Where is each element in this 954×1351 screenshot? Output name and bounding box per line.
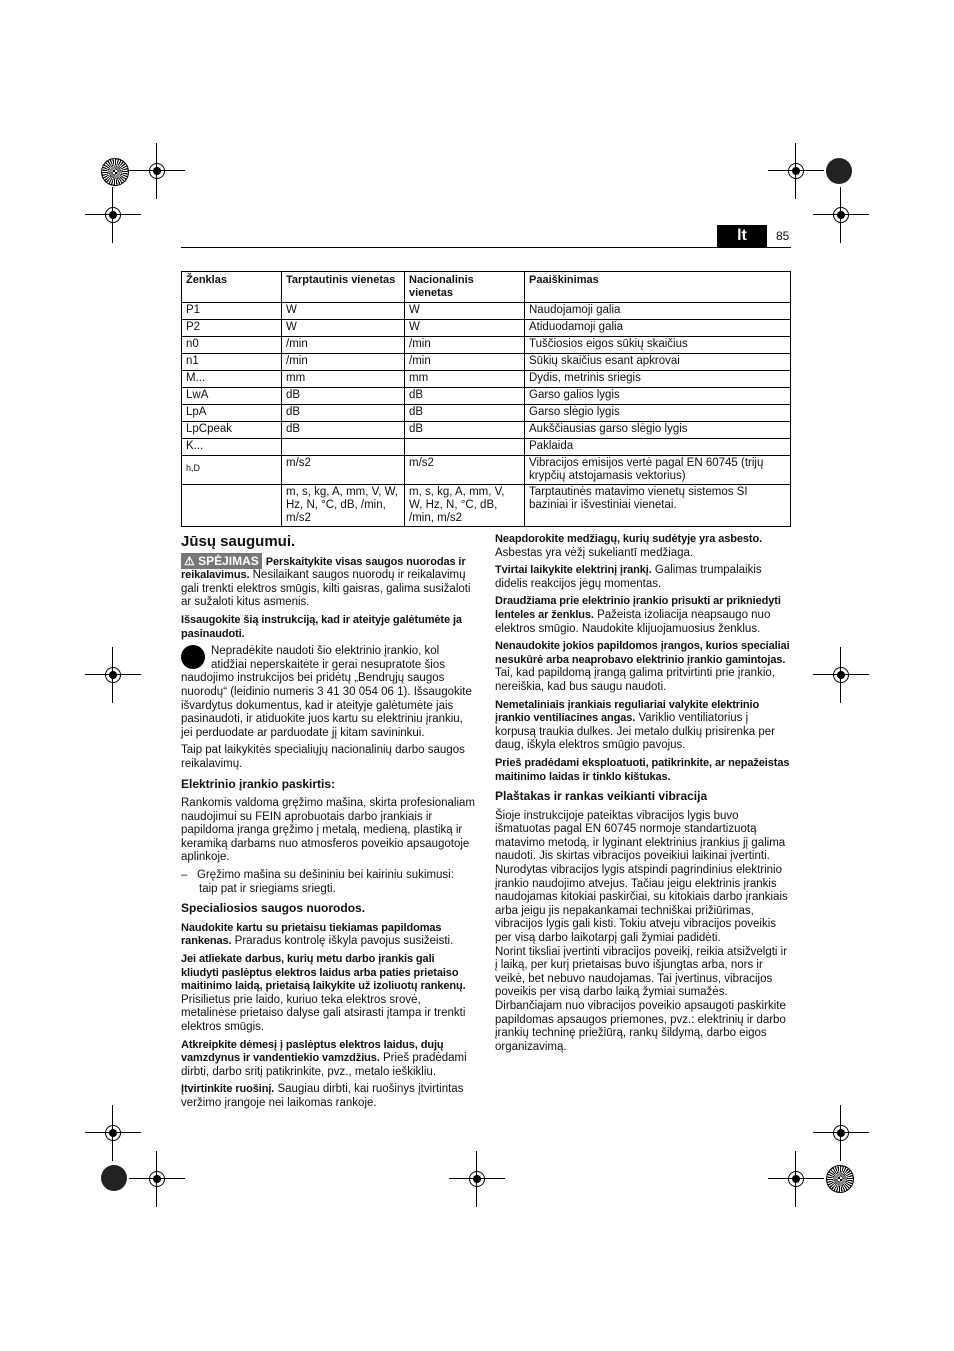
table-cell: Sūkių skaičius esant apkrovai (525, 354, 791, 371)
crop-mark-icon (101, 1121, 125, 1145)
table-cell: Naudojamoji galia (525, 303, 791, 320)
table-row (182, 303, 791, 320)
table-cell: M... (182, 371, 282, 388)
table-cell: dB (282, 422, 405, 439)
print-registration-starburst (826, 1165, 854, 1193)
table-cell: Aukščiausias garso slėgio lygis (525, 422, 791, 439)
table-cell: P1 (182, 303, 282, 320)
rule-bold: Naudokite kartu su prietaisu tiekiamas papildomas rankenas. (181, 921, 442, 948)
language-badge: lt (717, 225, 767, 247)
table-row (182, 388, 791, 405)
table-header: Tarptautinis vienetas (282, 272, 405, 303)
table-cell: /min (405, 354, 525, 371)
crop-mark-icon (465, 1167, 489, 1191)
crop-mark-icon (829, 1121, 853, 1145)
table-cell: Tarptautinės matavimo vienetų sistemos SI baziniai ir išvestiniai vienetai. (525, 485, 791, 527)
rule-text: Variklio ventiliatorius į korpusą traukia dulkes. Jei metalo dulkių prisirenka per daug, iškyla elektros smūgio pavojus. (495, 712, 775, 752)
crop-mark-icon (101, 663, 125, 687)
table-cell: m/s2 (282, 456, 405, 485)
keep-instructions: Išsaugokite šią instrukciją, kad ir ateityje galėtumėte ja pasinaudoti. (181, 613, 462, 640)
table-cell (405, 439, 525, 456)
table-cell (182, 485, 282, 527)
table-cell: dB (405, 422, 525, 439)
rule-text: Praradus kontrolę iškyla pavojus susižeisti. (234, 935, 454, 948)
rule-text: Asbestas yra vėžį sukeliantī medžiaga. (495, 546, 694, 559)
print-color-disc (826, 158, 852, 184)
header-rule (181, 247, 791, 248)
table-header: Ženklas (182, 272, 282, 303)
units-table (181, 271, 791, 527)
table-row (182, 485, 791, 527)
read-manual-icon (181, 645, 205, 669)
table-cell: W (405, 320, 525, 337)
table-cell: /min (282, 354, 405, 371)
table-cell: Dydis, metrinis sriegis (525, 371, 791, 388)
rule-text: Tai, kad papildomą įrangą galima pritvirtinti prie įrankio, nereiškia, kad bus saugu naudoti. (495, 667, 775, 693)
table-row (182, 320, 791, 337)
table-cell: mm (405, 371, 525, 388)
rule-text: Prieš pradėdami dirbti, darbo sritį patikrinkite, pvz., metalo ieškikliu. (181, 1052, 467, 1078)
bullet-dash: – (181, 869, 197, 882)
rule-text: Saugiau dirbti, kai ruošinys įtvirtintas veržimo įrangoje nei laikomas rankoje. (181, 1083, 464, 1109)
national-rules: Taip pat laikykitės specialiųjų nacionalinių darbo saugos reikalavimų. (181, 744, 465, 770)
table-row (182, 337, 791, 354)
table-cell: h,D (182, 456, 282, 485)
crop-mark-icon (101, 203, 125, 227)
rule-bold: Neapdorokite medžiagų, kurių sudėtyje yra asbesto. (495, 533, 763, 545)
table-row (182, 405, 791, 422)
table-cell: dB (282, 388, 405, 405)
warning-label: ⚠ SPĖJIMAS (181, 553, 262, 569)
left-column (181, 535, 475, 1115)
table-cell: W (405, 303, 525, 320)
table-header: Nacionalinis vienetas (405, 272, 525, 303)
rule-bold: Jei atliekate darbus, kurių metu darbo įrankis gali kliudyti paslėptus elektros laidus arba paties prietaiso maitinimo laidą, prietaisą laikykite už izoliuotų rankenų. (181, 953, 466, 993)
manual-text: Nepradėkite naudoti šio elektrinio įrankio, kol atidžiai neperskaitėte ir gerai nesupratote šios naudojimo instrukcijos bei pridėtų „Bendrųjų saugos nuorodų“ (leidinio numeris 3 41 30 054 06 1). Išsaugokite išvardytus dokumentus, kad ir ateityje galėtumėte jais pasinaudoti, ir atiduokite juos kartu su elektriniu įrankiu, jei perduodate ar parduodate jį kitam savininkui. (181, 645, 472, 739)
table-cell: Tuščiosios eigos sūkių skaičius (525, 337, 791, 354)
vibration-heading: Plaštakas ir rankas veikianti vibracija (495, 789, 708, 804)
table-cell: W (282, 320, 405, 337)
section-title: Jūsų saugumui. (181, 533, 296, 550)
rule-bold: Nemetaliniais įrankiais reguliariai valykite elektrinio įrankio ventiliacines angas. (495, 698, 760, 725)
table-row (182, 371, 791, 388)
warning-text: Nesilaikant saugos nuorodų ir reikalavimų gali trenkti elektros smūgis, kilti gaisras, galima susižaloti ar sužaloti kitus asmenis. (181, 569, 471, 609)
table-cell: dB (405, 388, 525, 405)
vibration-text: Dirbančiajam nuo vibracijos poveikio apsaugoti paskirkite papildomas apsaugos priemones, pvz.: elektrinių ir darbo įrankių techninę priežiūrą, rankų šildymą, darbo eigos organizavimą. (495, 1000, 786, 1053)
crop-mark-icon (784, 1167, 808, 1191)
rule-bold: Nenaudokite jokios papildomos įrangos, kurios specialiai nesukūrė arba neaprobavo elektrinio įrankio gamintojas. (495, 640, 790, 666)
table-cell: dB (405, 405, 525, 422)
table-cell: Paklaida (525, 439, 791, 456)
rule-text: Prisilietus prie laido, kuriuo teka elektros srovė, metalinėse prietaiso dalyse gali atsirasti įtampa ir trenkti elektros smūgis. (181, 993, 466, 1033)
table-row (182, 456, 791, 485)
crop-mark-icon (784, 159, 808, 183)
table-cell: n0 (182, 337, 282, 354)
table-cell: LpA (182, 405, 282, 422)
rule-bold: Draudžiama prie elektrinio įrankio prisukti ar prikniedyti lenteles ar ženklus. (495, 595, 781, 621)
rule-bold: Atkreipkite dėmesį į paslėptus elektros laidus, dujų vamzdynus ir vandentiekio vamzdžius. (181, 1038, 444, 1065)
print-registration-starburst (101, 158, 129, 186)
warning-bold: Perskaitykite visas saugos nuorodas ir reikalavimus. (181, 555, 466, 582)
table-cell (282, 439, 405, 456)
table-header: Paaiškinimas (525, 272, 791, 303)
table-cell: n1 (182, 354, 282, 371)
table-cell: dB (282, 405, 405, 422)
table-cell: P2 (182, 320, 282, 337)
table-cell: LwA (182, 388, 282, 405)
table-cell: W (282, 303, 405, 320)
table-cell: m, s, kg, A, mm, V, W, Hz, N, °C, dB, /min, m/s2 (282, 485, 405, 527)
table-cell: /min (405, 337, 525, 354)
print-color-disc (101, 1165, 127, 1191)
rule-bold: Tvirtai laikykite elektrinį įrankį. (495, 564, 652, 577)
table-cell: K... (182, 439, 282, 456)
table-row (182, 439, 791, 456)
vibration-text: Norint tiksliai įvertinti vibracijos poveikį, reikia atsižvelgti ir į laiką, per kurį prietaisas buvo išjungtas arba, nors ir veikė, bet nebuvo naudojamas. Tai įvertinus, vibracijos poveikis per visą darbo laiką žymiai sumažės. (495, 945, 788, 999)
table-cell: m, s, kg, A, mm, V, W, Hz, N, °C, dB, /min, m/s2 (405, 485, 525, 527)
table-row (182, 354, 791, 371)
rule-text: Galimas trumpalaikis didelis reakcijos jėgų momentas. (495, 564, 762, 590)
table-cell: /min (282, 337, 405, 354)
crop-mark-icon (829, 663, 853, 687)
table-cell: m/s2 (405, 456, 525, 485)
page-number: 85 (776, 229, 790, 243)
rule-bold: Įtvirtinkite ruošinį. (181, 1083, 275, 1096)
purpose-heading: Elektrinio įrankio paskirtis: (181, 776, 336, 791)
table-cell: Garso galios lygis (525, 388, 791, 405)
bullet-text: Gręžimo mašina su dešininiu bei kairiniu sukimusi: taip pat ir sriegiams sriegti. (196, 869, 454, 895)
table-cell: LpCpeak (182, 422, 282, 439)
crop-mark-icon (145, 1167, 169, 1191)
table-header-row (182, 272, 791, 303)
table-cell: Vibracijos emisijos vertė pagal EN 60745 (trijų krypčių atstojamasis vektorius) (525, 456, 791, 485)
table-row (182, 422, 791, 439)
right-column (495, 533, 790, 1058)
table-cell: mm (282, 371, 405, 388)
purpose-text: Rankomis valdoma gręžimo mašina, skirta profesionaliam naudojimui su FEIN aprobuotais darbo įrankiais ir papildoma įranga gręžimo į metalą, medieną, plastiką ir keramiką darbams nuo atmosferos poveikio apsaugotoje aplinkoje. (181, 797, 476, 864)
table-cell: Atiduodamoji galia (525, 320, 791, 337)
vibration-text: Šioje instrukcijoje pateiktas vibracijos lygis buvo išmatuotas pagal EN 60745 normoje standartizuotą matavimo metodą, ir lyginant elektrinius įrankius jį galima naudoti. Jis skirtas vibracijos poveikiui laikinai įvertinti. Nurodytas vibracijos lygis atspindi pagrindinius elektrinio įrankio naudojimo atvejus. Tačiau jeigu elektrinis įrankis naudojamas kitokiai paskirčiai, su kitokiais darbo įrankiais arba jeigu jis nepakankamai techniškai prižiūrimas, vibracijos lygis gali kisti. Tokiu atveju vibracijos poveikis per visą darbo laikotarpį gali žymiai padidėti. (495, 809, 788, 945)
rule-bold: Prieš pradėdami eksploatuoti, patikrinkite, ar nepažeistas maitinimo laidas ir tinklo kištukas. (495, 756, 790, 783)
crop-mark-icon (145, 159, 169, 183)
crop-mark-icon (829, 203, 853, 227)
table-cell: Garso slėgio lygis (525, 405, 791, 422)
rule-text: Pažeista izoliacija neapsaugo nuo elektros smūgio. Naudokite klijuojamuosius ženklus. (495, 608, 771, 635)
special-heading: Specialiosios saugos nuorodos. (181, 901, 366, 916)
